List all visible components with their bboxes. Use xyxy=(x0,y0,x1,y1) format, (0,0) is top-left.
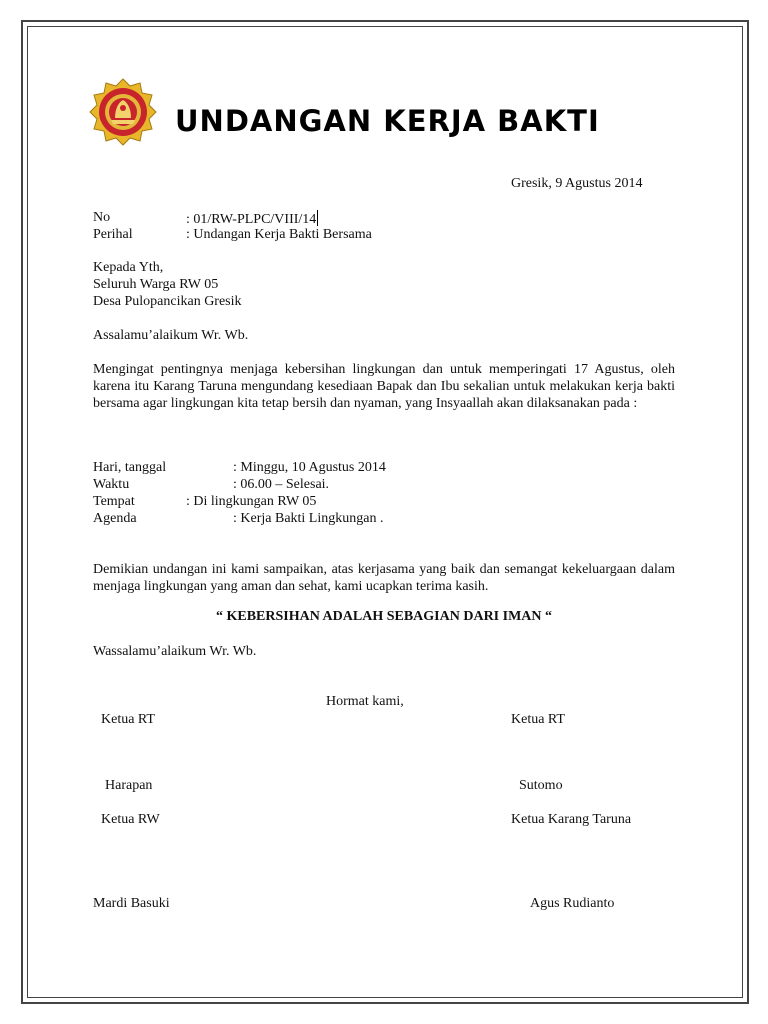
right-name-2: Agus Rudianto xyxy=(530,896,615,911)
right-role-1: Ketua RT xyxy=(511,712,565,727)
hari-label: Hari, tanggal xyxy=(93,460,167,475)
agenda-value: : Kerja Bakti Lingkungan . xyxy=(233,511,384,526)
agenda-label: Agenda xyxy=(93,511,137,526)
motto: “ KEBERSIHAN ADALAH SEBAGIAN DARI IMAN “ xyxy=(215,609,553,624)
left-name-2: Mardi Basuki xyxy=(93,896,170,911)
recipient-line-2: Seluruh Warga RW 05 xyxy=(93,277,219,292)
left-role-1: Ketua RT xyxy=(101,712,155,727)
body-paragraph: Mengingat pentingnya menjaga kebersihan lingkungan dan untuk memperingati 17 Agustus, oleh karena itu Karang Taruna mengundang kesediaan Bapak dan Ibu sekalian untuk melakukan kerja bakti bersama agar lingkungan kita tetap bersih dan nyaman, yang Insyaallah akan dilaksanakan pada : xyxy=(93,362,675,411)
right-role-2: Ketua Karang Taruna xyxy=(511,812,632,827)
tempat-value: : Di lingkungan RW 05 xyxy=(186,494,317,509)
recipient-line-1: Kepada Yth, xyxy=(93,260,164,275)
left-role-2: Ketua RW xyxy=(101,812,160,827)
farewell: Wassalamu’alaikum Wr. Wb. xyxy=(93,644,257,659)
date-place: Gresik, 9 Agustus 2014 xyxy=(511,176,643,191)
no-value: : 01/RW-PLPC/VIII/14 xyxy=(186,212,317,227)
left-name-1: Harapan xyxy=(105,778,153,793)
hormat-kami: Hormat kami, xyxy=(326,694,404,709)
right-name-1: Sutomo xyxy=(519,778,563,793)
no-label: No xyxy=(93,210,111,225)
tempat-label: Tempat xyxy=(93,494,135,509)
perihal-label: Perihal xyxy=(93,227,133,242)
recipient-line-3: Desa Pulopancikan Gresik xyxy=(93,294,242,309)
greeting: Assalamu’alaikum Wr. Wb. xyxy=(93,328,249,343)
closing-paragraph: Demikian undangan ini kami sampaikan, atas kerjasama yang baik dan semangat kekeluargaan dalam menjaga lingkungan yang aman dan sehat, kami ucapkan terima kasih. xyxy=(93,562,675,594)
emblem-logo-icon xyxy=(89,78,157,146)
text-cursor xyxy=(317,210,318,226)
document-title: UNDANGAN KERJA BAKTI xyxy=(175,104,600,138)
waktu-label: Waktu xyxy=(93,477,130,492)
waktu-value: : 06.00 – Selesai. xyxy=(233,477,330,492)
hari-value: : Minggu, 10 Agustus 2014 xyxy=(233,460,386,475)
perihal-value: : Undangan Kerja Bakti Bersama xyxy=(186,227,372,242)
